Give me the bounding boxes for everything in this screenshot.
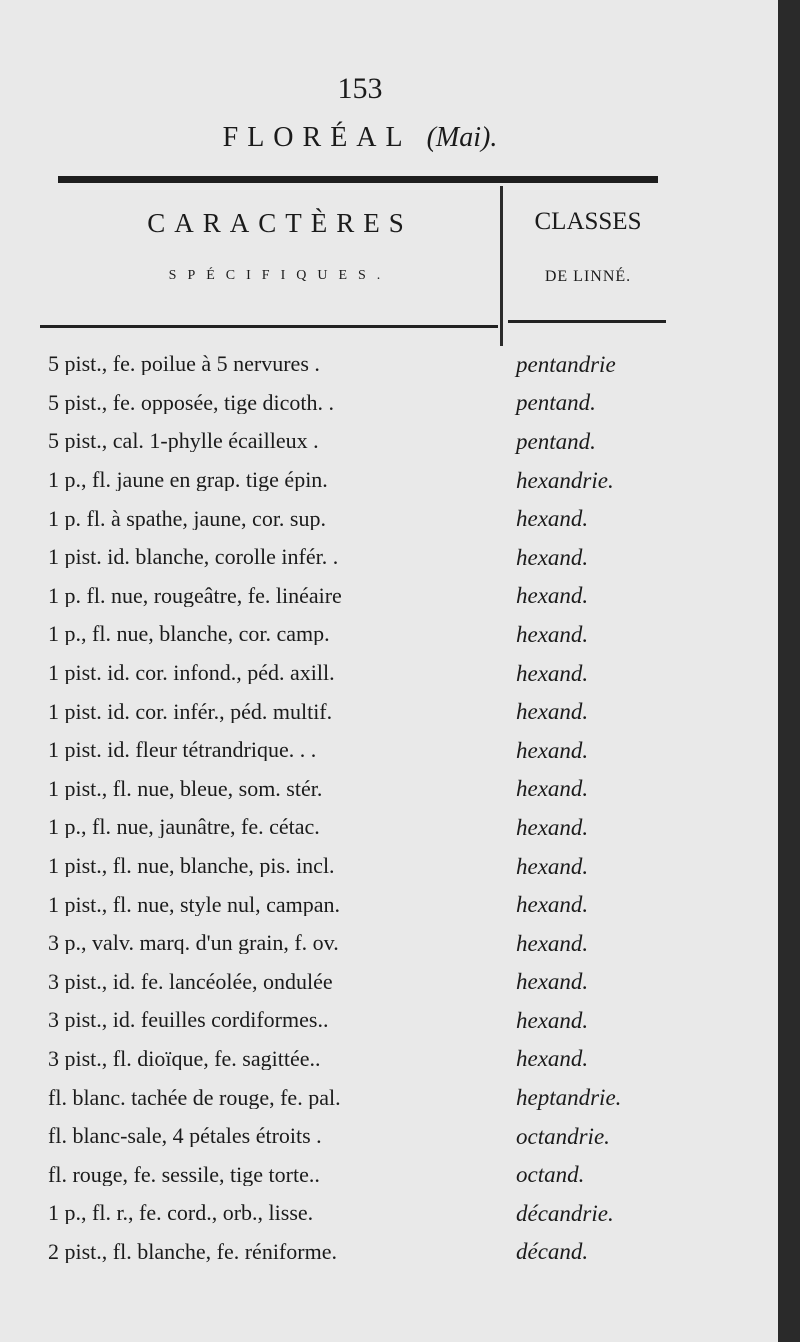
table-row (48, 345, 688, 384)
table-row (48, 538, 688, 577)
table-row (48, 770, 688, 809)
row-class: hexand. (516, 737, 589, 763)
heading-underline-left (40, 325, 498, 328)
row-characters: 1 p., fl. nue, blanche, cor. camp. (48, 623, 330, 646)
row-class: hexand. (516, 583, 589, 609)
page-number: 153 (337, 72, 383, 105)
table-row (48, 461, 688, 500)
row-class: octand. (516, 1162, 585, 1188)
row-class: hexand. (516, 969, 589, 995)
row-characters: 5 pist., fe. poilue à 5 nervures . (48, 353, 320, 376)
row-class: hexand. (516, 621, 589, 647)
table-row (48, 422, 688, 461)
row-characters: 1 p. fl. nue, rougeâtre, fe. linéaire (48, 584, 342, 607)
table-row (48, 615, 688, 654)
row-characters: 3 pist., fl. dioïque, fe. sagittée.. (48, 1047, 321, 1070)
row-characters: 1 pist., fl. nue, blanche, pis. incl. (48, 855, 335, 878)
row-class: heptandrie. (516, 1085, 622, 1111)
month-title (0, 122, 720, 154)
species-table (48, 345, 688, 1271)
row-class: pentandrie (516, 351, 616, 377)
table-row (48, 654, 688, 693)
row-class: hexand. (516, 1007, 589, 1033)
table-row (48, 1078, 688, 1117)
column-subheading-classes: DE LINNÉ. (544, 268, 632, 285)
row-characters: 1 pist., fl. nue, style nul, campan. (48, 893, 341, 916)
row-class: décandrie. (516, 1200, 614, 1226)
table-row (48, 577, 688, 616)
table-row (48, 847, 688, 886)
row-characters: 3 pist., id. feuilles cordiformes.. (48, 1009, 329, 1032)
table-row (48, 692, 688, 731)
table-row (48, 963, 688, 1002)
row-class: hexand. (516, 544, 589, 570)
row-characters: 1 pist. id. fleur tétrandrique. . . (48, 739, 317, 762)
table-row (48, 499, 688, 538)
row-characters: fl. rouge, fe. sessile, tige torte.. (48, 1163, 320, 1186)
table-row (48, 1233, 688, 1272)
header-rule (58, 176, 658, 183)
row-class: hexand. (516, 1046, 589, 1072)
row-characters: 1 pist. id. cor. infér., péd. multif. (48, 700, 333, 723)
column-heading-classes: CLASSES (534, 208, 642, 235)
row-characters: 3 pist., id. fe. lancéolée, ondulée (48, 970, 333, 993)
row-class: hexand. (516, 853, 589, 879)
row-characters: 1 p., fl. jaune en grap. tige épin. (48, 469, 328, 492)
row-characters: 5 pist., cal. 1-phylle écailleux . (48, 430, 319, 453)
row-class: hexandrie. (516, 467, 614, 493)
heading-underline-right (508, 320, 666, 323)
row-class: hexand. (516, 814, 589, 840)
row-class: hexand. (516, 776, 589, 802)
row-class: octandrie. (516, 1123, 610, 1149)
row-class: hexand. (516, 892, 589, 918)
row-characters: 1 p. fl. à spathe, jaune, cor. sup. (48, 507, 326, 530)
table-row (48, 885, 688, 924)
row-class: hexand. (516, 660, 589, 686)
table-row (48, 1155, 688, 1194)
row-characters: 2 pist., fl. blanche, fe. réniforme. (48, 1240, 337, 1263)
table-row (48, 1194, 688, 1233)
table-row (48, 731, 688, 770)
row-characters: 5 pist., fe. opposée, tige dicoth. . (48, 391, 334, 414)
row-class: pentand. (516, 390, 596, 416)
table-row (48, 808, 688, 847)
row-characters: fl. blanc-sale, 4 pétales étroits . (48, 1125, 322, 1148)
row-class: hexand. (516, 699, 589, 725)
row-characters: 1 p., fl. nue, jaunâtre, fe. cétac. (48, 816, 320, 839)
column-divider (500, 186, 503, 346)
row-characters: 1 pist., fl. nue, bleue, som. stér. (48, 777, 323, 800)
row-characters: 1 pist. id. cor. infond., péd. axill. (48, 662, 335, 685)
table-row (48, 1117, 688, 1156)
row-characters: 1 p., fl. r., fe. cord., orb., lisse. (48, 1202, 314, 1225)
row-class: hexand. (516, 930, 589, 956)
row-characters: 1 pist. id. blanche, corolle infér. . (48, 546, 339, 569)
row-class: hexand. (516, 506, 589, 532)
table-row (48, 1001, 688, 1040)
month-name: FLORÉAL (222, 122, 411, 153)
row-characters: fl. blanc. tachée de rouge, fe. pal. (48, 1086, 341, 1109)
row-class: décand. (516, 1239, 589, 1265)
row-characters: 3 p., valv. marq. d'un grain, f. ov. (48, 932, 339, 955)
table-row (48, 384, 688, 423)
table-row (48, 924, 688, 963)
table-row (48, 1040, 688, 1079)
column-heading-characters: CARACTÈRES (147, 208, 413, 238)
row-class: pentand. (516, 428, 596, 454)
column-subheading-characters: SPÉCIFIQUES. (168, 268, 392, 283)
month-paren: (Mai). (426, 122, 498, 153)
